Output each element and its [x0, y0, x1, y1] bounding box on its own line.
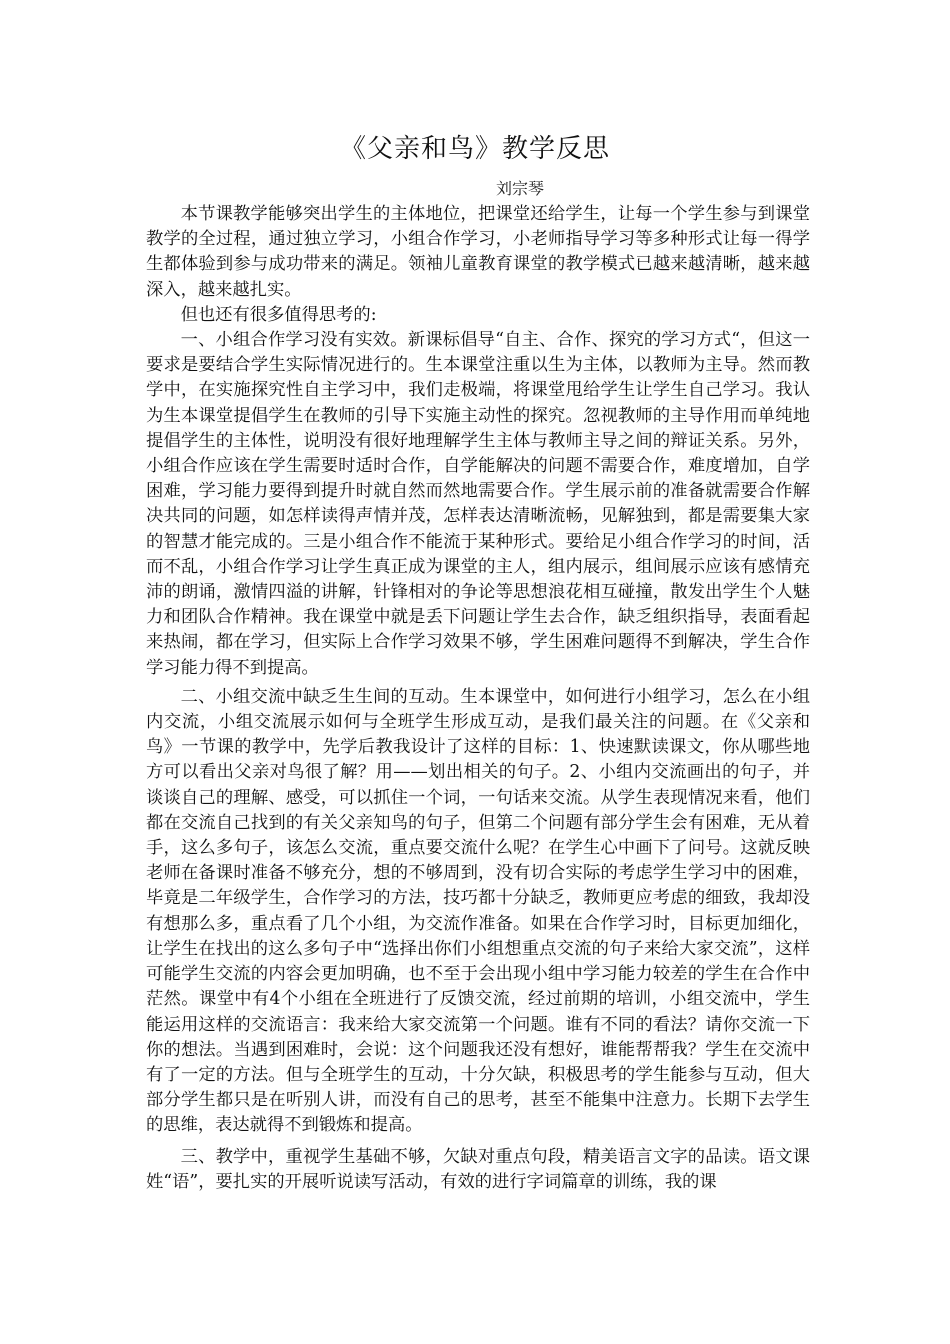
paragraph-point-one: 一、小组合作学习没有实效。新课标倡导“自主、合作、探究的学习方式“，但这一要求是要结合学生实际情况进行的。生本课堂注重以生为主体，以教师为主导。然而教学中，在实施探究性自主学习中，我们走极端，将课堂甩给学生让学生自己学习。我认为生本课堂提倡学生在教师的引导下实施主动性的探究。忽视教师的主导作用而单纯地提倡学生的主体性，说明没有很好地理解学生主体与教师主导之间的辩证关系。另外，小组合作应该在学生需要时适时合作，自学能解决的问题不需要合作，难度增加，自学困难，学习能力要得到提升时就自然而然地需要合作。学生展示前的准备就需要合作解决共同的问题，如怎样读得声情并茂，怎样表达清晰流畅，见解独到，都是需要集大家的智慧才能完成的。三是小组合作不能流于某种形式。要给足小组合作学习的时间，活而不乱，小组合作学习让学生真正成为课堂的主人，组内展示，组间展示应该有感情充沛的朗诵，激情四溢的讲解，针锋相对的争论等思想浪花相互碰撞，散发出学生个人魅力和团队合作精神。我在课堂中就是丢下问题让学生去合作，缺乏组织指导，表面看起来热闹，都在学习，但实际上合作学习效果不够，学生困难问题得不到解决，学生合作学习能力得不到提高。 [146, 330, 810, 678]
paragraph-point-two: 二、小组交流中缺乏生生间的互动。生本课堂中，如何进行小组学习，怎么在小组内交流，小组交流展示如何与全班学生形成互动，是我们最关注的问题。在《父亲和鸟》一节课的教学中，先学后教我设计了这样的目标：1、快速默读课文，你从哪些地方可以看出父亲对鸟很了解？用——划出相关的句子。2、小组内交流画出的句子，并谈谈自己的理解、感受，可以抓住一个词，一句话来交流。从学生表现情况来看，他们都在交流自己找到的有关父亲知鸟的句子，但第二个问题有部分学生会有困难，无从着手，这么多句子，该怎么交流，重点要交流什么呢？在学生心中画下了问号。这就反映老师在备课时准备不够充分，想的不够周到，没有切合实际的考虑学生学习中的困难，毕竟是二年级学生，合作学习的方法，技巧都十分缺乏，教师更应考虑的细致，我却没有想那么多，重点看了几个小组，为交流作准备。如果在合作学习时，目标更加细化，让学生在找出的这么多句子中“选择出你们小组想重点交流的句子来给大家交流”，这样可能学生交流的内容会更加明确，也不至于会出现小组中学习能力较差的学生在合作中茫然。课堂中有4个小组在全班进行了反馈交流，经过前期的培训，小组交流中，学生能运用这样的交流语言：我来给大家交流第一个问题。谁有不同的看法？请你交流一下你的想法。当遇到困难时，会说：这个问题我还没有想好，谁能帮帮我？学生在交流中有了一定的方法。但与全班学生的互动，十分欠缺，积极思考的学生能参与互动，但大部分学生都只是在听别人讲，而没有自己的思考，甚至不能集中注意力。长期下去学生的思维，表达就得不到锻炼和提高。 [146, 686, 810, 1136]
paragraph-transition: 但也还有很多值得思考的: [180, 304, 377, 325]
document-body [146, 202, 810, 1195]
paragraph-point-three: 三、教学中，重视学生基础不够，欠缺对重点句段，精美语言文字的品读。语文课姓“语”，要扎实的开展听说读写活动，有效的进行字词篇章的训练，我的课 [146, 1146, 810, 1192]
document-title: 《父亲和鸟》教学反思 [339, 134, 610, 164]
document-author: 刘宗琴 [495, 179, 544, 198]
paragraph-intro: 本节课教学能够突出学生的主体地位，把课堂还给学生，让每一个学生参与到课堂教学的全过程，通过独立学习，小组合作学习，小老师指导学习等多种形式让每一得学生都体验到参与成功带来的满足。领袖儿童教育课堂的教学模式已越来越清晰，越来越深入，越来越扎实。 [146, 204, 810, 300]
